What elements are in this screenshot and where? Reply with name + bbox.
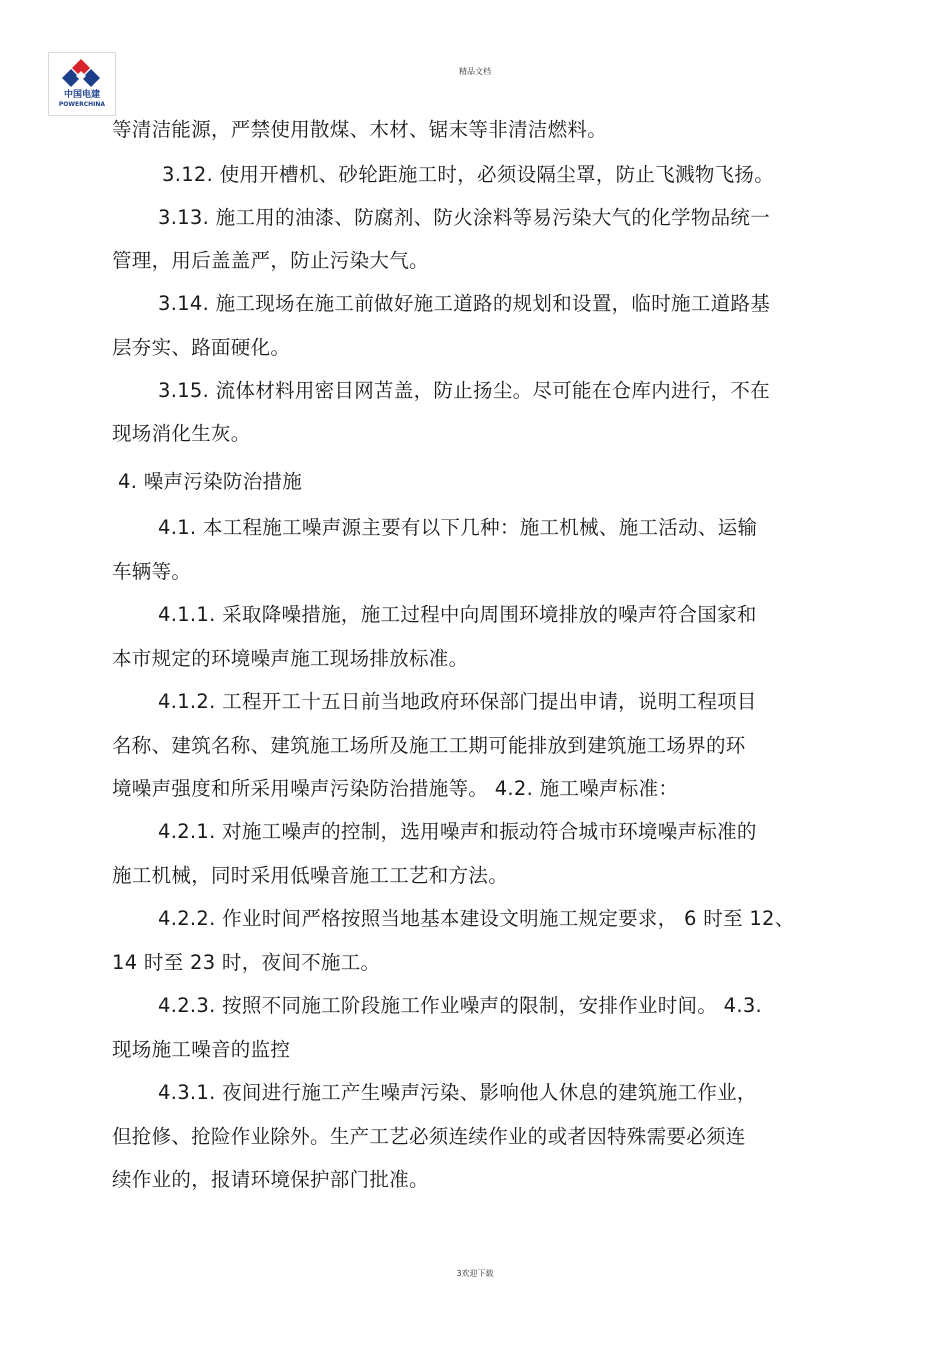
powerchina-logo [48, 52, 116, 116]
body-line: 4.2.3. 按照不同施工阶段施工作业噪声的限制，安排作业时间。 4.3. [158, 994, 763, 1017]
page-footer: 3欢迎下载 [456, 1269, 494, 1278]
body-line: 4.2.1. 对施工噪声的控制，选用噪声和振动符合城市环境噪声标准的 [158, 820, 757, 843]
body-line: 境噪声强度和所采用噪声污染防治措施等。 4.2. 施工噪声标准： [112, 777, 679, 800]
body-line: 3.15. 流体材料用密目网苫盖，防止扬尘。尽可能在仓库内进行，不在 [158, 379, 771, 402]
logo-chinese-text: 中国电建 [63, 90, 100, 100]
body-line: 4.3.1. 夜间进行施工产生噪声污染、影响他人休息的建筑施工作业， [158, 1081, 757, 1104]
body-line: 4.2.2. 作业时间严格按照当地基本建设文明施工规定要求， 6 时至 12、 [158, 907, 795, 930]
body-line: 层夯实、路面硬化。 [112, 336, 291, 359]
logo-english-text: POWERCHINA [58, 101, 106, 108]
body-line: 现场施工噪音的监控 [112, 1038, 291, 1061]
body-line: 但抢修、抢险作业除外。生产工艺必须连续作业的或者因特殊需要必须连 [112, 1125, 746, 1148]
body-line: 4.1.1. 采取降噪措施，施工过程中向周围环境排放的噪声符合国家和 [158, 603, 757, 626]
body-line: 名称、建筑名称、建筑施工场所及施工工期可能排放到建筑施工场界的环 [112, 734, 746, 757]
body-line: 4.1. 本工程施工噪声源主要有以下几种：施工机械、施工活动、运输 [158, 516, 758, 539]
body-line: 14 时至 23 时，夜间不施工。 [112, 951, 381, 974]
section-heading: 4. 噪声污染防治措施 [118, 470, 303, 493]
body-line: 3.12. 使用开槽机、砂轮距施工时，必须设隔尘罩，防止飞溅物飞扬。 [162, 163, 775, 186]
body-line: 本市规定的环境噪声施工现场排放标准。 [112, 647, 469, 670]
body-line: 4.1.2. 工程开工十五日前当地政府环保部门提出申请，说明工程项目 [158, 690, 757, 713]
body-line: 等清洁能源，严禁使用散煤、木材、锯末等非清洁燃料。 [112, 118, 608, 141]
body-line: 施工机械，同时采用低噪音施工工艺和方法。 [112, 864, 509, 887]
body-line: 管理，用后盖盖严，防止污染大气。 [112, 249, 429, 272]
header-tag: 精品文档 [459, 67, 491, 76]
body-line: 现场消化生灰。 [112, 422, 251, 445]
body-line: 3.14. 施工现场在施工前做好施工道路的规划和设置，临时施工道路基 [158, 292, 771, 315]
body-line: 续作业的，报请环境保护部门批准。 [112, 1168, 429, 1191]
body-line: 车辆等。 [112, 560, 192, 583]
body-line: 3.13. 施工用的油漆、防腐剂、防火涂料等易污染大气的化学物品统一 [158, 206, 771, 229]
